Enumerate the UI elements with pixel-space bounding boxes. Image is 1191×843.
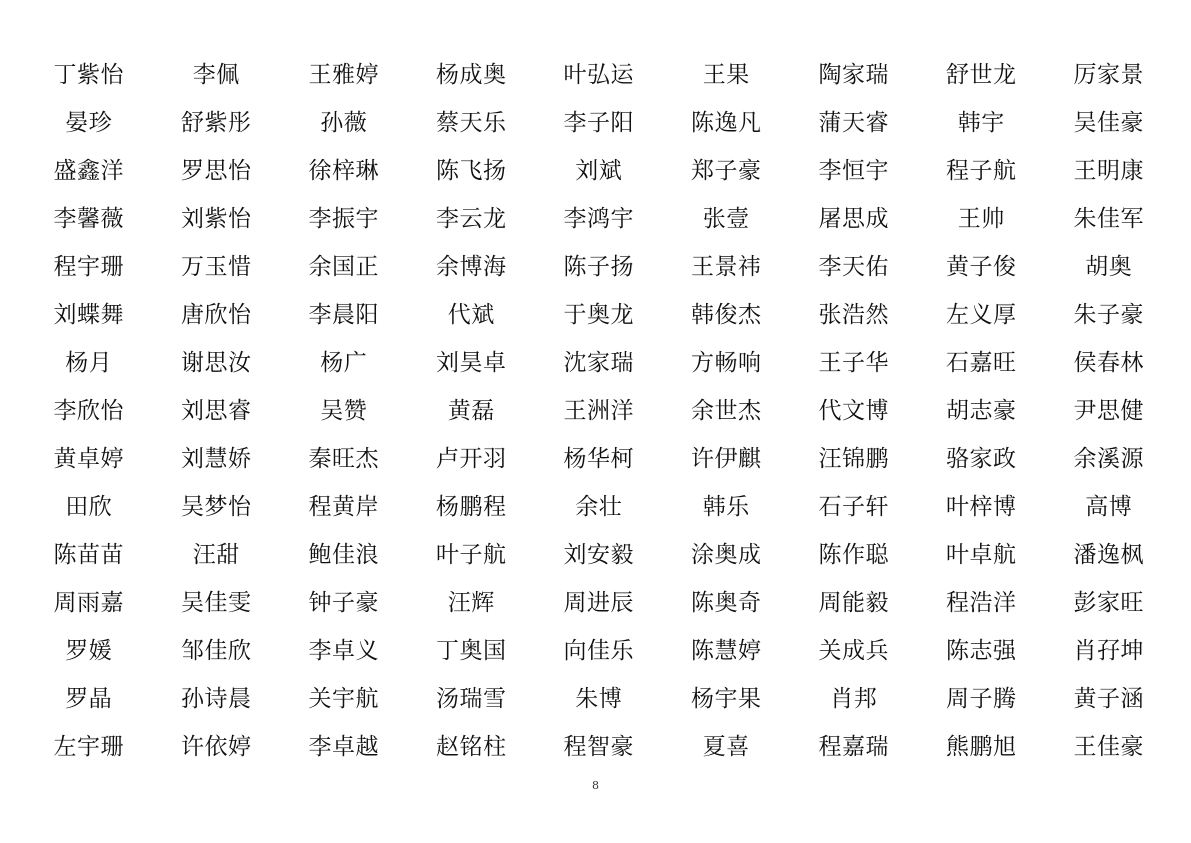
name-cell: 余世杰 <box>691 397 762 424</box>
name-cell: 杨宇果 <box>691 685 762 712</box>
name-cell: 盛鑫洋 <box>53 157 124 184</box>
name-cell: 程宇珊 <box>53 253 124 280</box>
name-cell: 叶弘运 <box>563 61 634 88</box>
name-cell: 汪甜 <box>192 541 240 568</box>
name-cell: 田欣 <box>65 493 113 520</box>
name-cell: 叶卓航 <box>946 541 1017 568</box>
name-cell: 李鸿宇 <box>563 205 634 232</box>
name-cell: 孙薇 <box>320 109 368 136</box>
name-cell: 邹佳欣 <box>181 637 252 664</box>
name-cell: 汤瑞雪 <box>436 685 507 712</box>
name-cell: 胡志豪 <box>946 397 1017 424</box>
name-cell: 韩俊杰 <box>691 301 762 328</box>
name-cell: 韩宇 <box>957 109 1005 136</box>
name-cell: 蒲天睿 <box>818 109 889 136</box>
name-cell: 陈作聪 <box>818 541 889 568</box>
name-cell: 高博 <box>1085 493 1133 520</box>
name-cell: 夏喜 <box>702 733 750 760</box>
name-cell: 石嘉旺 <box>946 349 1017 376</box>
name-cell: 汪辉 <box>447 589 495 616</box>
name-cell: 周能毅 <box>818 589 889 616</box>
name-cell: 徐梓琳 <box>308 157 379 184</box>
name-cell: 周进辰 <box>563 589 634 616</box>
name-cell: 舒世龙 <box>946 61 1017 88</box>
name-cell: 余壮 <box>575 493 623 520</box>
name-cell: 吴佳豪 <box>1073 109 1144 136</box>
name-cell: 王帅 <box>957 205 1005 232</box>
name-cell: 王雅婷 <box>308 61 379 88</box>
name-cell: 杨华柯 <box>563 445 634 472</box>
name-cell: 周子腾 <box>946 685 1017 712</box>
name-cell: 孙诗晨 <box>181 685 252 712</box>
name-cell: 李云龙 <box>436 205 507 232</box>
name-cell: 程浩洋 <box>946 589 1017 616</box>
name-cell: 郑子豪 <box>691 157 762 184</box>
name-cell: 屠思成 <box>818 205 889 232</box>
name-cell: 余博海 <box>436 253 507 280</box>
name-cell: 杨成奥 <box>436 61 507 88</box>
name-cell: 王子华 <box>818 349 889 376</box>
name-cell: 万玉惜 <box>181 253 252 280</box>
name-cell: 叶子航 <box>436 541 507 568</box>
name-cell: 朱博 <box>575 685 623 712</box>
name-cell: 陈奥奇 <box>691 589 762 616</box>
name-cell: 涂奥成 <box>691 541 762 568</box>
name-cell: 谢思汝 <box>181 349 252 376</box>
name-cell: 王洲洋 <box>563 397 634 424</box>
name-cell: 黄卓婷 <box>53 445 124 472</box>
name-cell: 杨鹏程 <box>436 493 507 520</box>
name-cell: 左义厚 <box>946 301 1017 328</box>
name-cell: 沈家瑞 <box>563 349 634 376</box>
name-cell: 陈逸凡 <box>691 109 762 136</box>
name-cell: 方畅响 <box>691 349 762 376</box>
name-cell: 汪锦鹏 <box>818 445 889 472</box>
name-cell: 陈飞扬 <box>436 157 507 184</box>
name-cell: 丁奥国 <box>436 637 507 664</box>
name-cell: 丁紫怡 <box>53 61 124 88</box>
name-cell: 秦旺杰 <box>308 445 379 472</box>
name-cell: 向佳乐 <box>563 637 634 664</box>
name-cell: 陈苗苗 <box>53 541 124 568</box>
name-cell: 刘慧娇 <box>181 445 252 472</box>
name-cell: 胡奥 <box>1085 253 1133 280</box>
name-cell: 侯春林 <box>1073 349 1144 376</box>
name-cell: 韩乐 <box>702 493 750 520</box>
name-cell: 关成兵 <box>818 637 889 664</box>
name-cell: 熊鹏旭 <box>946 733 1017 760</box>
name-cell: 陶家瑞 <box>818 61 889 88</box>
name-cell: 许依婷 <box>181 733 252 760</box>
name-cell: 朱子豪 <box>1073 301 1144 328</box>
name-cell: 彭家旺 <box>1073 589 1144 616</box>
name-cell: 唐欣怡 <box>181 301 252 328</box>
name-cell: 卢开羽 <box>436 445 507 472</box>
name-cell: 李晨阳 <box>308 301 379 328</box>
name-cell: 钟子豪 <box>308 589 379 616</box>
name-cell: 舒紫彤 <box>181 109 252 136</box>
name-cell: 吴梦怡 <box>181 493 252 520</box>
name-cell: 石子轩 <box>818 493 889 520</box>
name-cell: 李卓义 <box>308 637 379 664</box>
name-cell: 王果 <box>702 61 750 88</box>
name-cell: 尹思健 <box>1073 397 1144 424</box>
name-cell: 左宇珊 <box>53 733 124 760</box>
name-cell: 李佩 <box>192 61 240 88</box>
name-cell: 李卓越 <box>308 733 379 760</box>
name-cell: 代文博 <box>818 397 889 424</box>
name-cell: 吴赞 <box>320 397 368 424</box>
name-cell: 李振宇 <box>308 205 379 232</box>
name-cell: 潘逸枫 <box>1073 541 1144 568</box>
name-cell: 刘紫怡 <box>181 205 252 232</box>
name-cell: 罗思怡 <box>181 157 252 184</box>
name-cell: 程黄岸 <box>308 493 379 520</box>
name-cell: 罗媛 <box>65 637 113 664</box>
name-cell: 罗晶 <box>65 685 113 712</box>
name-cell: 李馨薇 <box>53 205 124 232</box>
name-cell: 蔡天乐 <box>436 109 507 136</box>
name-grid <box>25 51 1171 771</box>
name-cell: 程智豪 <box>563 733 634 760</box>
name-cell: 余国正 <box>308 253 379 280</box>
name-cell: 张壹 <box>702 205 750 232</box>
name-cell: 张浩然 <box>818 301 889 328</box>
name-cell: 朱佳军 <box>1073 205 1144 232</box>
name-cell: 黄磊 <box>447 397 495 424</box>
name-cell: 赵铭柱 <box>436 733 507 760</box>
name-cell: 程嘉瑞 <box>818 733 889 760</box>
name-cell: 李欣怡 <box>53 397 124 424</box>
page-number: 8 <box>592 779 599 792</box>
name-cell: 厉家景 <box>1073 61 1144 88</box>
name-cell: 杨月 <box>65 349 113 376</box>
name-cell: 陈慧婷 <box>691 637 762 664</box>
name-cell: 陈子扬 <box>563 253 634 280</box>
name-cell: 许伊麒 <box>691 445 762 472</box>
name-cell: 程子航 <box>946 157 1017 184</box>
name-cell: 晏珍 <box>65 109 113 136</box>
name-cell: 李子阳 <box>563 109 634 136</box>
name-cell: 周雨嘉 <box>53 589 124 616</box>
name-cell: 王明康 <box>1073 157 1144 184</box>
name-cell: 吴佳雯 <box>181 589 252 616</box>
name-cell: 鲍佳浪 <box>308 541 379 568</box>
name-cell: 肖孖坤 <box>1073 637 1144 664</box>
name-cell: 代斌 <box>447 301 495 328</box>
name-cell: 刘蝶舞 <box>53 301 124 328</box>
name-cell: 刘昊卓 <box>436 349 507 376</box>
name-cell: 杨广 <box>320 349 368 376</box>
name-cell: 肖邦 <box>830 685 878 712</box>
name-cell: 王佳豪 <box>1073 733 1144 760</box>
name-cell: 刘安毅 <box>563 541 634 568</box>
name-cell: 李天佑 <box>818 253 889 280</box>
name-cell: 骆家政 <box>946 445 1017 472</box>
name-cell: 陈志强 <box>946 637 1017 664</box>
name-cell: 关宇航 <box>308 685 379 712</box>
name-cell: 余溪源 <box>1073 445 1144 472</box>
name-cell: 于奥龙 <box>563 301 634 328</box>
name-cell: 李恒宇 <box>818 157 889 184</box>
name-cell: 王景祎 <box>691 253 762 280</box>
name-cell: 叶梓博 <box>946 493 1017 520</box>
name-cell: 刘斌 <box>575 157 623 184</box>
name-cell: 黄子涵 <box>1073 685 1144 712</box>
name-cell: 黄子俊 <box>946 253 1017 280</box>
name-cell: 刘思睿 <box>181 397 252 424</box>
